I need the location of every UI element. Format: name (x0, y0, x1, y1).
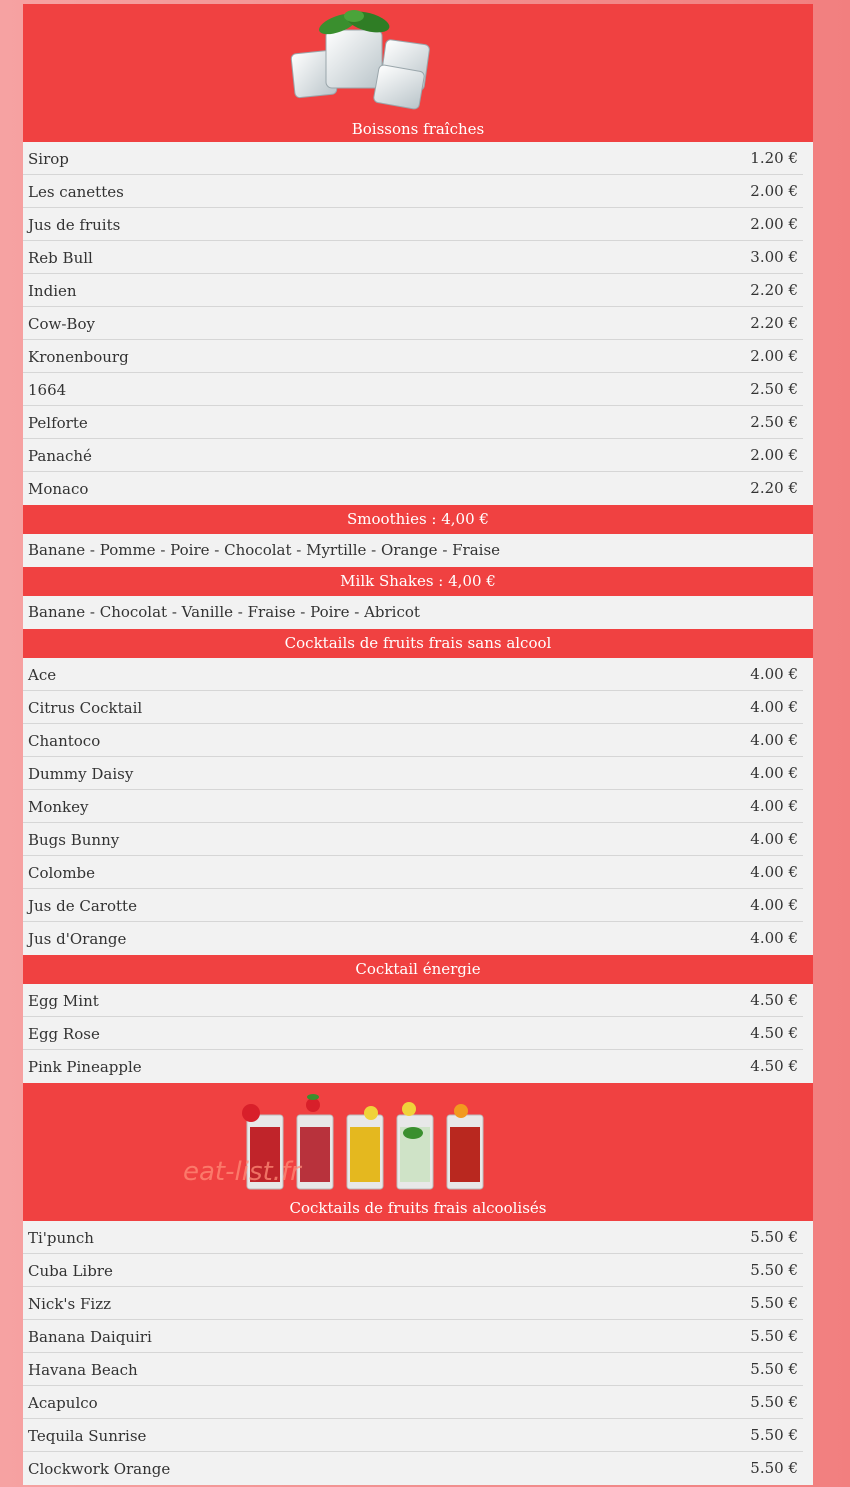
item-price: 5.50 € (750, 1360, 798, 1378)
item-name: Indien (28, 282, 77, 300)
menu-item-row (23, 889, 803, 922)
item-price: 5.50 € (750, 1426, 798, 1444)
item-price: 2.00 € (750, 182, 798, 200)
item-price: 4.00 € (750, 665, 798, 683)
item-name: Sirop (28, 150, 69, 168)
item-price: 4.00 € (750, 896, 798, 914)
menu-item-row (23, 373, 803, 406)
menu-item-row (23, 472, 803, 505)
drinks-menu (23, 4, 813, 1485)
menu-item-row (23, 307, 803, 340)
item-price: 1.20 € (750, 149, 798, 167)
item-name: Nick's Fizz (28, 1295, 112, 1313)
item-name: 1664 (28, 381, 67, 399)
item-price: 4.00 € (750, 830, 798, 848)
item-price: 4.00 € (750, 929, 798, 947)
menu-item-row (23, 340, 803, 373)
ice-cubes-mint-icon (288, 10, 438, 112)
menu-item-row (23, 208, 803, 241)
menu-item-row (23, 922, 803, 955)
item-name: Monaco (28, 480, 89, 498)
item-name: Les canettes (28, 183, 124, 201)
watermark: eat-list.fr (183, 1157, 301, 1187)
item-price: 2.20 € (750, 281, 798, 299)
menu-item-row (23, 274, 803, 307)
item-price: 4.50 € (750, 1024, 798, 1042)
item-name: Bugs Bunny (28, 831, 120, 849)
item-name: Pink Pineapple (28, 1058, 142, 1076)
item-name: Pelforte (28, 414, 88, 432)
virgin-cocktails-list (23, 658, 813, 955)
section-header-virgin-cocktails: Cocktails de fruits frais sans alcool (23, 629, 813, 658)
menu-item-row (23, 1386, 803, 1419)
item-name: Cuba Libre (28, 1262, 113, 1280)
item-price: 4.00 € (750, 698, 798, 716)
milkshakes-flavours: Banane - Chocolat - Vanille - Fraise - Poire - Abricot (28, 603, 420, 621)
item-name: Ace (28, 666, 57, 684)
item-name: Citrus Cocktail (28, 699, 143, 717)
item-name: Egg Rose (28, 1025, 100, 1043)
item-name: Dummy Daisy (28, 765, 134, 783)
menu-item-row (23, 790, 803, 823)
energy-cocktails-list (23, 984, 813, 1083)
item-name: Jus de Carotte (28, 897, 137, 915)
section-title: Cocktails de fruits frais alcoolisés (289, 1199, 547, 1217)
section-header-energy-cocktails: Cocktail énergie (23, 955, 813, 984)
item-name: Egg Mint (28, 992, 99, 1010)
item-name: Cow-Boy (28, 315, 95, 333)
menu-item-row (23, 241, 803, 274)
item-name: Reb Bull (28, 249, 93, 267)
section-title: Boissons fraîches (351, 120, 485, 138)
item-price: 4.00 € (750, 764, 798, 782)
item-name: Colombe (28, 864, 96, 882)
menu-item-row (23, 1287, 803, 1320)
item-price: 5.50 € (750, 1228, 798, 1246)
section-header-cold-drinks (23, 4, 813, 142)
item-price: 2.50 € (750, 413, 798, 431)
item-price: 5.50 € (750, 1327, 798, 1345)
item-name: Panaché (28, 447, 92, 465)
menu-item-row (23, 757, 803, 790)
item-name: Tequila Sunrise (28, 1427, 147, 1445)
item-name: Monkey (28, 798, 89, 816)
menu-item-row (23, 658, 803, 691)
menu-item-row (23, 1320, 803, 1353)
item-price: 4.50 € (750, 991, 798, 1009)
item-name: Jus d'Orange (28, 930, 127, 948)
section-header-alcoholic-cocktails (23, 1083, 813, 1221)
item-price: 5.50 € (750, 1294, 798, 1312)
menu-item-row (23, 724, 803, 757)
item-price: 4.00 € (750, 863, 798, 881)
menu-item-row (23, 1017, 803, 1050)
item-price: 4.00 € (750, 731, 798, 749)
item-price: 2.00 € (750, 347, 798, 365)
menu-item-row (23, 1050, 803, 1083)
cold-drinks-list (23, 142, 813, 505)
section-header-smoothies: Smoothies : 4,00 € (23, 505, 813, 534)
item-price: 2.50 € (750, 380, 798, 398)
item-price: 2.00 € (750, 446, 798, 464)
item-price: 4.50 € (750, 1057, 798, 1075)
item-name: Ti'punch (28, 1229, 94, 1247)
menu-item-row (23, 1452, 803, 1485)
menu-item-row (23, 439, 803, 472)
menu-item-row (23, 1254, 803, 1287)
alcoholic-cocktails-list (23, 1221, 813, 1485)
menu-item-row (23, 984, 803, 1017)
item-price: 2.20 € (750, 479, 798, 497)
menu-item-row (23, 406, 803, 439)
menu-item-row (23, 1221, 803, 1254)
section-header-milkshakes: Milk Shakes : 4,00 € (23, 567, 813, 596)
item-price: 5.50 € (750, 1393, 798, 1411)
smoothies-flavours: Banane - Pomme - Poire - Chocolat - Myrtille - Orange - Fraise (28, 541, 501, 559)
menu-item-row (23, 856, 803, 889)
menu-item-row (23, 691, 803, 724)
item-name: Banana Daiquiri (28, 1328, 152, 1346)
item-price: 2.00 € (750, 215, 798, 233)
menu-item-row (23, 1419, 803, 1452)
menu-item-row (23, 1353, 803, 1386)
menu-item-row (23, 175, 803, 208)
item-price: 2.20 € (750, 314, 798, 332)
item-price: 4.00 € (750, 797, 798, 815)
item-name: Jus de fruits (28, 216, 121, 234)
item-name: Chantoco (28, 732, 101, 750)
item-price: 5.50 € (750, 1261, 798, 1279)
menu-item-row (23, 823, 803, 856)
item-price: 5.50 € (750, 1459, 798, 1477)
item-name: Kronenbourg (28, 348, 129, 366)
item-name: Acapulco (28, 1394, 98, 1412)
menu-item-row (23, 142, 803, 175)
item-name: Havana Beach (28, 1361, 138, 1379)
item-name: Clockwork Orange (28, 1460, 171, 1478)
item-price: 3.00 € (750, 248, 798, 266)
